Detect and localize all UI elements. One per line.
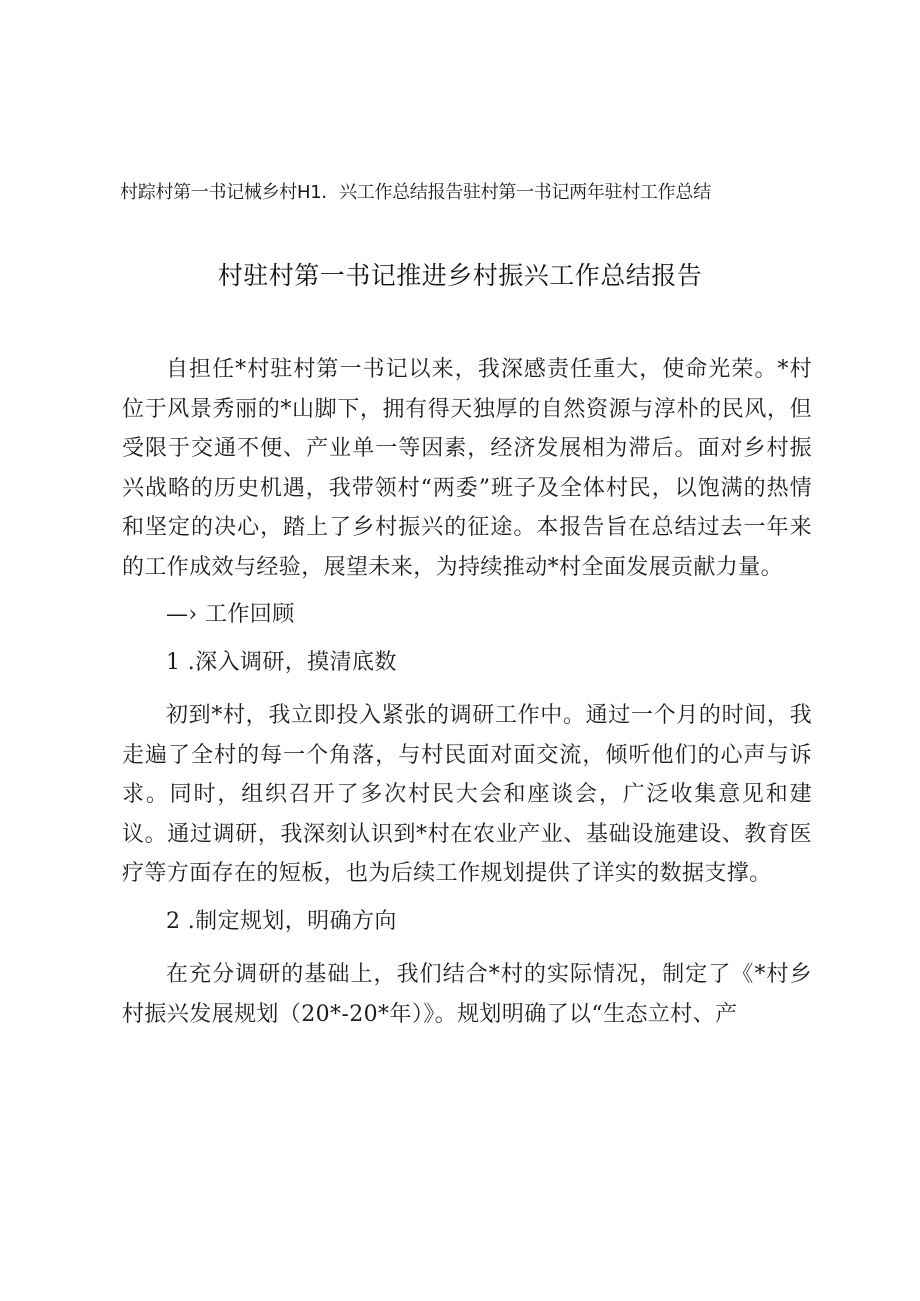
subsection-heading-research: 1 .深入调研，摸清底数 [166,649,397,675]
document-title: 村驻村第一书记推进乡村振兴工作总结报告 [217,261,703,290]
planning-paragraph: 在充分调研的基础上，我们结合*村的实际情况，制定了《*村乡村振兴发展规划（20*-20*年）》。规划明确了以“生态立村、产 [122,962,812,1027]
spacer [122,587,812,595]
spacer [122,635,812,643]
intro-paragraph: 自担任*村驻村第一书记以来，我深感责任重大，使命光荣。*村位于风景秀丽的*山脚下，拥有得天独厚的自然资源与淳朴的民风，但受限于交通不便、产业单一等因素，经济发展相为滞后。面对乡村振兴战略的历史机遇，我带领村“两委”班子及全体村民，以饱满的热情和坚定的决心，踏上了乡村振兴的征途。本报告旨在总结过去一年来的工作成效与经验，展望未来，为持续推动*村全面发展贡献力量。 [122,357,812,580]
spacer [122,894,812,902]
subsection-heading-planning: 2 .制定规划，明确方向 [166,908,397,934]
document-body [122,350,812,1034]
section-heading-work-review: —› 工作回顾 [166,602,295,627]
document-header-line: 村踪村第一书记械乡村H1．兴工作总结报告驻村第一书记两年驻村工作总结 [120,182,711,203]
spacer [122,941,812,955]
spacer [122,682,812,696]
research-paragraph: 初到*村，我立即投入紧张的调研工作中。通过一个月的时间，我走遍了全村的每一个角落，与村民面对面交流，倾听他们的心声与诉求。同时，组织召开了多次村民大会和座谈会，广泛收集意见和建议。通过调研，我深刻认识到*村在农业产业、基础设施建设、教育医疗等方面存在的短板，也为后续工作规划提供了详实的数据支撑。 [122,703,812,886]
